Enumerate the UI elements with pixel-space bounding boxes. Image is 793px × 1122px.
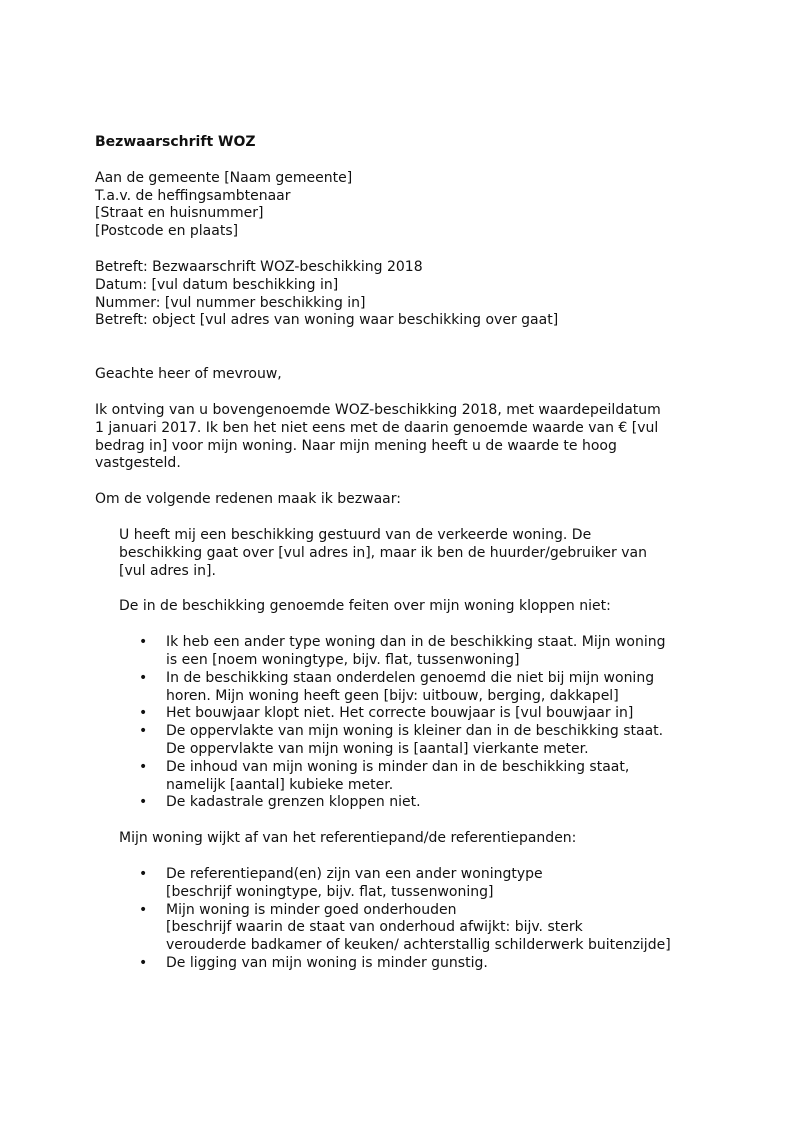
reason-line: U heeft mij een beschikking gestuurd van de verkeerde woning. De <box>119 526 592 543</box>
list-item-line: • De oppervlakte van mijn woning is kleiner dan in de beschikking staat. <box>166 723 664 740</box>
list-item <box>139 705 715 723</box>
recipient-address <box>95 170 715 241</box>
list-item-line: verouderde badkamer of keuken/ achterstallig schilderwerk buitenzijde] <box>166 937 671 954</box>
intro-line: 1 januari 2017. Ik ben het niet eens met de daarin genoemde waarde van € [vul <box>95 419 659 436</box>
salutation: Geachte heer of mevrouw, <box>95 366 282 383</box>
meta-object: Betreft: object [vul adres van woning waar beschikking over gaat] <box>95 312 559 329</box>
list-item <box>139 794 715 812</box>
list-item <box>139 866 715 902</box>
reference-list <box>139 866 715 973</box>
intro-line: bedrag in] voor mijn woning. Naar mijn mening heeft u de waarde te hoog <box>95 437 617 454</box>
address-line-postcode: [Postcode en plaats] <box>95 223 239 240</box>
list-item <box>139 670 715 706</box>
list-item-line: • Mijn woning is minder goed onderhouden <box>166 901 457 918</box>
reason-line: beschikking gaat over [vul adres in], maar ik ben de huurder/gebruiker van <box>119 544 647 561</box>
intro-line: Ik ontving van u bovengenoemde WOZ-beschikking 2018, met waardepeildatum <box>95 401 661 418</box>
list-item <box>139 955 715 973</box>
address-line-municipality: Aan de gemeente [Naam gemeente] <box>95 169 353 186</box>
list-item-line: [beschrijf woningtype, bijv. flat, tussenwoning] <box>166 883 494 900</box>
list-item-line: horen. Mijn woning heeft geen [bijv: uitbouw, berging, dakkapel] <box>166 687 619 704</box>
letter-meta <box>95 259 715 330</box>
list-item-line: is een [noem woningtype, bijv. flat, tussenwoning] <box>166 651 520 668</box>
address-line-street: [Straat en huisnummer] <box>95 205 264 222</box>
list-item <box>139 634 715 670</box>
meta-date: Datum: [vul datum beschikking in] <box>95 276 339 293</box>
list-item <box>139 759 715 795</box>
list-item-line: • De kadastrale grenzen kloppen niet. <box>166 794 421 811</box>
list-item <box>139 723 715 759</box>
list-item-line: • Het bouwjaar klopt niet. Het correcte bouwjaar is [vul bouwjaar in] <box>166 705 634 722</box>
list-item-line: • De inhoud van mijn woning is minder dan in de beschikking staat, <box>166 758 630 775</box>
intro-line: vastgesteld. <box>95 455 181 472</box>
facts-heading: De in de beschikking genoemde feiten over mijn woning kloppen niet: <box>119 598 611 615</box>
reason-wrong-property <box>119 527 715 580</box>
list-item-line: • In de beschikking staan onderdelen genoemd die niet bij mijn woning <box>166 669 655 686</box>
letter-page <box>95 134 715 973</box>
meta-number: Nummer: [vul nummer beschikking in] <box>95 294 366 311</box>
list-item-line: • De ligging van mijn woning is minder gunstig. <box>166 954 488 971</box>
intro-paragraph <box>95 402 715 473</box>
letter-title: Bezwaarschrift WOZ <box>95 134 256 150</box>
address-line-attention: T.a.v. de heffingsambtenaar <box>95 187 291 204</box>
list-item-line: De oppervlakte van mijn woning is [aantal] vierkante meter. <box>166 740 589 757</box>
list-item-line: namelijk [aantal] kubieke meter. <box>166 776 394 793</box>
facts-list <box>139 634 715 812</box>
reasons-heading: Om de volgende redenen maak ik bezwaar: <box>95 491 401 508</box>
reason-line: [vul adres in]. <box>119 562 216 579</box>
list-item <box>139 902 715 955</box>
reference-heading: Mijn woning wijkt af van het referentiepand/de referentiepanden: <box>119 830 577 847</box>
list-item-line: • De referentiepand(en) zijn van een ander woningtype <box>166 865 543 882</box>
meta-subject: Betreft: Bezwaarschrift WOZ-beschikking 2018 <box>95 258 423 275</box>
list-item-line: • Ik heb een ander type woning dan in de beschikking staat. Mijn woning <box>166 634 666 651</box>
list-item-line: [beschrijf waarin de staat van onderhoud afwijkt: bijv. sterk <box>166 919 583 936</box>
